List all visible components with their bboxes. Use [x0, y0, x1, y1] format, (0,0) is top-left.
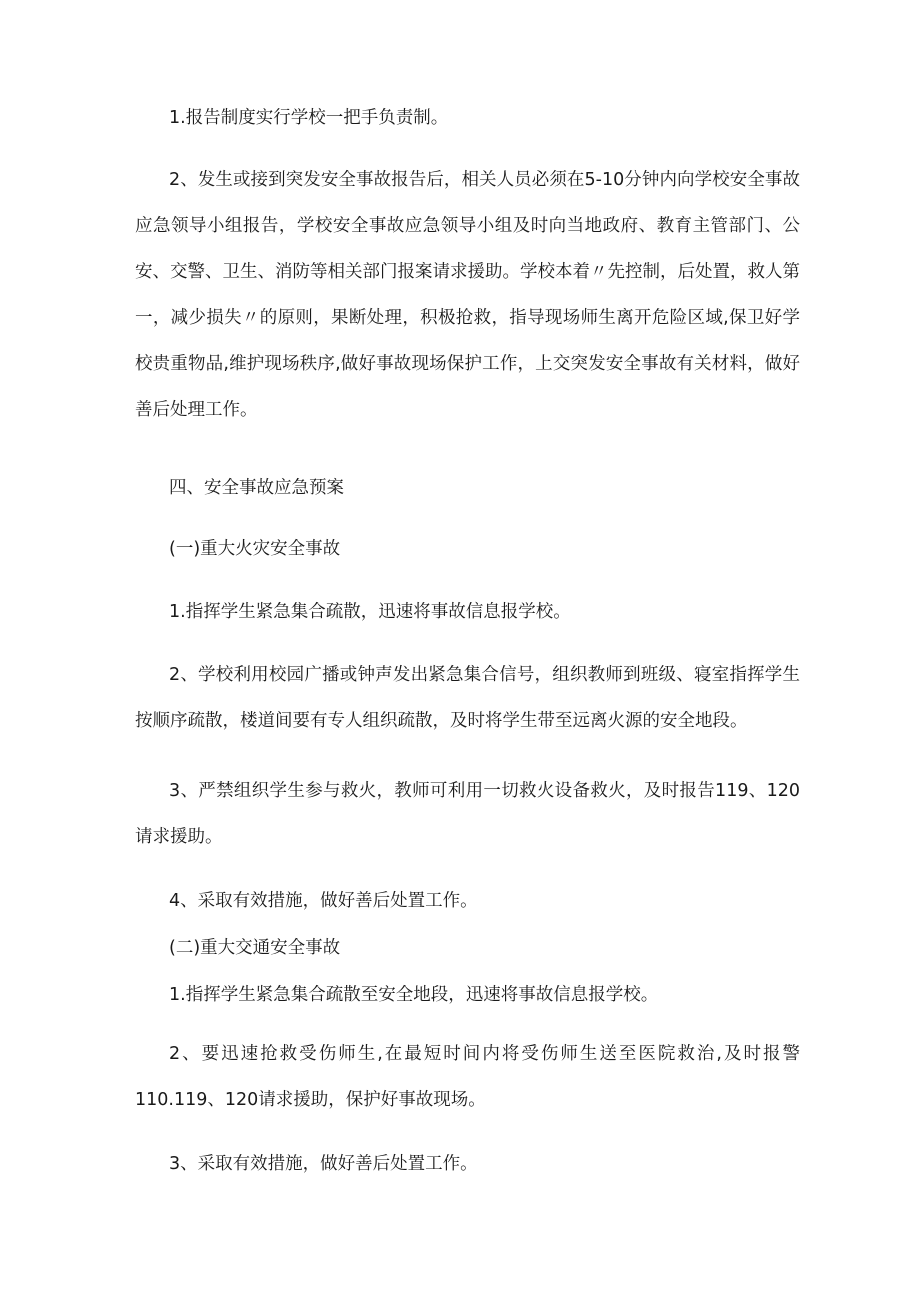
paragraph-reporting-responsibility: 1.报告制度实行学校一把手负责制。: [169, 108, 449, 128]
paragraph-traffic-step-2: 2、要迅速抢救受伤师生,在最短时间内将受伤师生送至医院救治,及时报警110.119、120请求援助，保护好事故现场。: [135, 1044, 800, 1110]
paragraph-fire-step-2: 2、学校利用校园广播或钟声发出紧急集合信号，组织教师到班级、寝室指挥学生按顺序疏散，楼道间要有专人组织疏散，及时将学生带至远离火源的安全地段。: [135, 665, 800, 731]
paragraph-fire-step-4: 4、采取有效措施，做好善后处置工作。: [169, 891, 478, 911]
paragraph-traffic-step-3: 3、采取有效措施，做好善后处置工作。: [169, 1154, 478, 1174]
paragraph-fire-step-3: 3、严禁组织学生参与救火，教师可利用一切救火设备救火，及时报告119、120请求援助。: [135, 781, 800, 847]
section-heading-emergency-plan: 四、安全事故应急预案: [169, 478, 344, 498]
paragraph-traffic-step-1: 1.指挥学生紧急集合疏散至安全地段，迅速将事故信息报学校。: [169, 985, 659, 1005]
subsection-heading-fire: (一)重大火灾安全事故: [169, 539, 341, 559]
subsection-heading-traffic: (二)重大交通安全事故: [169, 938, 341, 958]
paragraph-incident-reporting-procedure: 2、发生或接到突发安全事故报告后，相关人员必须在5-10分钟内向学校安全事故应急领导小组报告，学校安全事故应急领导小组及时向当地政府、教育主管部门、公安、交警、卫生、消防等相关部门报案请求援助。学校本着〃先控制，后处置，救人第一，减少损失〃的原则，果断处理，积极抢救，指导现场师生离开危险区域,保卫好学校贵重物品,维护现场秩序,做好事故现场保护工作，上交突发安全事故有关材料，做好善后处理工作。: [135, 170, 800, 420]
paragraph-fire-step-1: 1.指挥学生紧急集合疏散，迅速将事故信息报学校。: [169, 602, 571, 622]
